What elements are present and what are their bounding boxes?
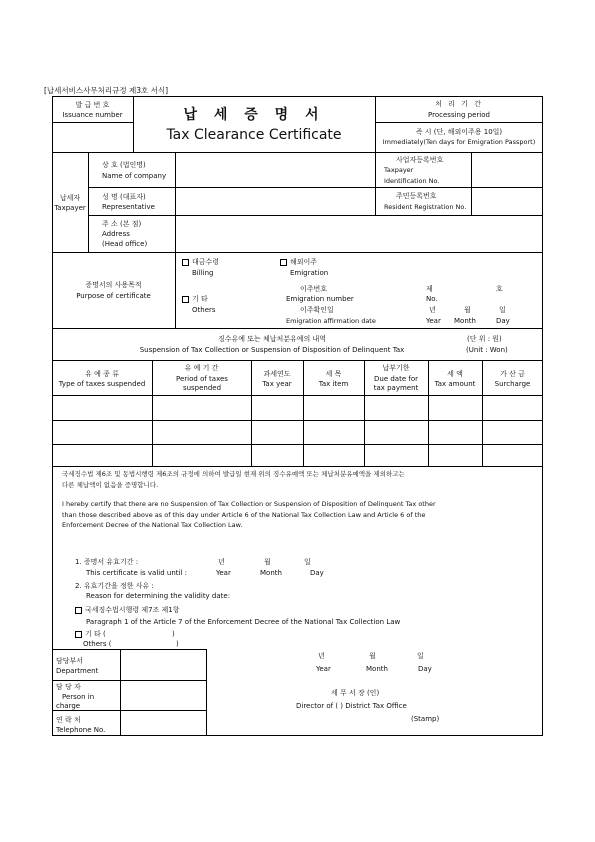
emigration-option bbox=[280, 258, 317, 267]
tax-office-ko: 세 무 서 장 (인) bbox=[331, 689, 380, 697]
person-label-ko: 담 당 자 bbox=[56, 683, 81, 691]
col-header-ko: 유 예 기 간 bbox=[184, 364, 219, 372]
address-label-en: Address bbox=[102, 230, 130, 238]
sign-day-ko: 일 bbox=[417, 652, 424, 660]
processing-label-ko: 처 리 기 간 bbox=[435, 100, 483, 108]
emig-year-ko: 년 bbox=[429, 306, 436, 314]
divider bbox=[88, 215, 543, 216]
emigration-checkbox[interactable] bbox=[280, 259, 287, 266]
suspension-title-en: Suspension of Tax Collection or Suspension of Disposition of Delinquent Tax bbox=[139, 346, 405, 354]
validity-item2-ko: 2. 유효기간을 정한 사유 : bbox=[75, 582, 154, 590]
divider bbox=[375, 122, 543, 123]
purpose-label-ko: 증명서의 사용목적 bbox=[85, 281, 142, 289]
divider bbox=[52, 680, 206, 681]
billing-option bbox=[182, 258, 219, 267]
billing-checkbox[interactable] bbox=[182, 259, 189, 266]
emig-date-label-en: Emigration affirmation date bbox=[286, 317, 376, 325]
col-header-en: Surcharge bbox=[494, 380, 531, 388]
processing-label-en: Processing period bbox=[428, 111, 490, 119]
statement-ko-2: 다른 체납액이 없음을 증명합니다. bbox=[62, 481, 159, 489]
issuance-label-ko: 발 급 번 호 bbox=[75, 101, 110, 109]
col-header-en: Type of taxes suspended bbox=[58, 380, 146, 388]
bizno-label-en2: Identification No. bbox=[384, 177, 440, 185]
divider bbox=[175, 152, 176, 252]
divider bbox=[52, 466, 543, 467]
emigration-label-ko: 해외이주 bbox=[290, 258, 318, 266]
divider bbox=[52, 649, 206, 650]
sign-month-en: Month bbox=[366, 665, 388, 673]
others-label-ko: 기 타 bbox=[192, 295, 208, 303]
dept-label-ko: 담당부서 bbox=[56, 657, 84, 665]
no-prefix-ko: 제 bbox=[426, 285, 433, 293]
divider bbox=[88, 152, 89, 252]
sign-year-en: Year bbox=[316, 665, 331, 673]
company-label-en: Name of company bbox=[102, 172, 167, 180]
divider bbox=[52, 152, 543, 153]
representative-label-ko: 성 명 (대표자) bbox=[102, 193, 146, 201]
validity-year-ko: 년 bbox=[218, 558, 225, 566]
address-label-en2: (Head office) bbox=[102, 240, 148, 248]
statement-en-2: than those described above as of this day under Article 6 of the National Tax Collection Law and Article 6 of the bbox=[62, 511, 426, 519]
reason-option-1 bbox=[75, 606, 180, 615]
tel-label-ko: 연 락 처 bbox=[56, 716, 81, 724]
sign-year-ko: 년 bbox=[318, 652, 325, 660]
dept-label-en: Department bbox=[56, 667, 99, 675]
sign-month-ko: 월 bbox=[369, 652, 376, 660]
divider bbox=[471, 152, 472, 215]
reason-1-label-ko: 국세징수법시행령 제7조 제1항 bbox=[85, 606, 180, 614]
divider bbox=[52, 122, 133, 123]
divider bbox=[375, 152, 376, 215]
reason-2-en-close: ) bbox=[176, 640, 179, 648]
validity-item1-ko: 1. 증명서 유효기간 : bbox=[75, 558, 139, 566]
col-header-ko: 과세연도 bbox=[263, 370, 291, 378]
others-checkbox[interactable] bbox=[182, 296, 189, 303]
page-title-ko: 납 세 증 명 서 bbox=[183, 107, 325, 123]
reason-option-2 bbox=[75, 630, 106, 639]
suspension-title-ko: 징수유예 또는 체납처분유예의 내역 bbox=[217, 335, 327, 343]
emig-day-ko: 일 bbox=[499, 306, 506, 314]
unit-label-en: (Unit : Won) bbox=[466, 346, 508, 354]
no-label-en: No. bbox=[426, 295, 438, 303]
emig-month-en: Month bbox=[454, 317, 476, 325]
reason-1-checkbox[interactable] bbox=[75, 607, 82, 614]
taxpayer-label-en: Taxpayer bbox=[54, 204, 86, 212]
col-header-ko: 세 액 bbox=[447, 370, 463, 378]
validity-day-en: Day bbox=[310, 569, 324, 577]
validity-month-ko: 월 bbox=[264, 558, 271, 566]
person-label-en2: charge bbox=[56, 702, 81, 710]
emig-no-label-ko: 이주번호 bbox=[300, 285, 328, 293]
unit-label-ko: (단 위 : 원) bbox=[467, 335, 502, 343]
tel-label-en: Telephone No. bbox=[56, 726, 106, 734]
purpose-label-en: Purpose of certificate bbox=[76, 292, 151, 300]
processing-value-ko: 즉 시 (단, 해외이주용 10일) bbox=[415, 128, 503, 136]
company-label-ko: 상 호 (법인명) bbox=[102, 161, 146, 169]
resno-label-en: Resident Registration No. bbox=[384, 203, 467, 211]
col-header-ko: 납부기한 bbox=[382, 364, 410, 372]
validity-year-en: Year bbox=[216, 569, 231, 577]
others-label-en: Others bbox=[192, 306, 216, 314]
divider bbox=[364, 360, 365, 466]
reason-2-label-ko: 기 타 ( bbox=[85, 630, 106, 638]
col-header-en: Period of taxes suspended bbox=[176, 375, 228, 392]
col-header-en: Tax item bbox=[318, 380, 349, 388]
taxpayer-label-ko: 납세자 bbox=[59, 194, 81, 202]
emig-no-label-en: Emigration number bbox=[286, 295, 354, 303]
divider bbox=[133, 96, 134, 152]
emig-day-en: Day bbox=[496, 317, 510, 325]
resno-label-ko: 주민등록번호 bbox=[396, 192, 437, 200]
divider bbox=[52, 420, 543, 421]
emig-month-ko: 월 bbox=[464, 306, 471, 314]
sign-day-en: Day bbox=[418, 665, 432, 673]
billing-label-ko: 대금수령 bbox=[192, 258, 220, 266]
bizno-label-en1: Taxpayer bbox=[384, 166, 414, 174]
divider bbox=[152, 360, 153, 466]
validity-item1-en: This certificate is valid until : bbox=[86, 569, 187, 577]
reason-1-label-en: Paragraph 1 of the Article 7 of the Enforcement Decree of the National Tax Collection Law bbox=[86, 618, 401, 626]
statement-en-3: Enforcement Decree of the National Tax Collection Law. bbox=[62, 521, 243, 529]
bizno-label-ko: 사업자등록번호 bbox=[396, 156, 444, 164]
col-header-en: Due date for tax payment bbox=[373, 375, 419, 392]
reason-2-checkbox[interactable] bbox=[75, 631, 82, 638]
divider bbox=[52, 444, 543, 445]
divider bbox=[52, 395, 543, 396]
processing-value-en: Immediately(Ten days for Emigration Passport) bbox=[382, 138, 536, 146]
form-reference: [납세서비스사무처리규정 제3호 서식] bbox=[44, 86, 169, 95]
col-header-en: Tax amount bbox=[434, 380, 476, 388]
divider bbox=[52, 360, 543, 361]
person-label-en: Person in bbox=[62, 693, 95, 701]
validity-month-en: Month bbox=[260, 569, 282, 577]
col-header-ko: 가 산 금 bbox=[500, 370, 525, 378]
emig-date-label-ko: 이주확인일 bbox=[300, 306, 334, 314]
page-title-en: Tax Clearance Certificate bbox=[166, 127, 342, 143]
col-header-ko: 유 예 종 류 bbox=[85, 370, 119, 378]
divider bbox=[175, 252, 176, 328]
tax-office-en: Director of ( ) District Tax Office bbox=[296, 702, 407, 710]
validity-day-ko: 일 bbox=[304, 558, 311, 566]
validity-item2-en: Reason for determining the validity date: bbox=[86, 592, 231, 600]
statement-en-1: I hereby certify that there are no Suspension of Tax Collection or Suspension of Disposition of Delinquent Tax other bbox=[62, 500, 436, 508]
divider bbox=[52, 252, 543, 253]
col-header-en: Tax year bbox=[262, 380, 292, 388]
stamp-label: (Stamp) bbox=[411, 715, 440, 723]
others-option bbox=[182, 295, 208, 304]
statement-ko-1: 국세징수법 제6조 및 동법시행령 제6조의 규정에 의하여 발급일 현재 위의 징수유예액 또는 체납처분유예액을 제외하고는 bbox=[62, 470, 405, 478]
issuance-label-en: Issuance number bbox=[62, 111, 123, 119]
divider bbox=[88, 187, 543, 188]
divider bbox=[206, 649, 207, 736]
reason-2-label-en: Others ( bbox=[83, 640, 112, 648]
billing-label-en: Billing bbox=[192, 269, 214, 277]
form-frame bbox=[52, 96, 543, 736]
emigration-label-en: Emigration bbox=[290, 269, 329, 277]
divider bbox=[120, 649, 121, 736]
address-label-ko: 주 소 (본 점) bbox=[102, 220, 142, 228]
no-suffix-ko: 호 bbox=[496, 285, 503, 293]
reason-2-close: ) bbox=[172, 630, 175, 638]
divider bbox=[52, 328, 543, 329]
emig-year-en: Year bbox=[426, 317, 441, 325]
col-header-ko: 세 목 bbox=[325, 370, 342, 378]
representative-label-en: Representative bbox=[102, 203, 155, 211]
